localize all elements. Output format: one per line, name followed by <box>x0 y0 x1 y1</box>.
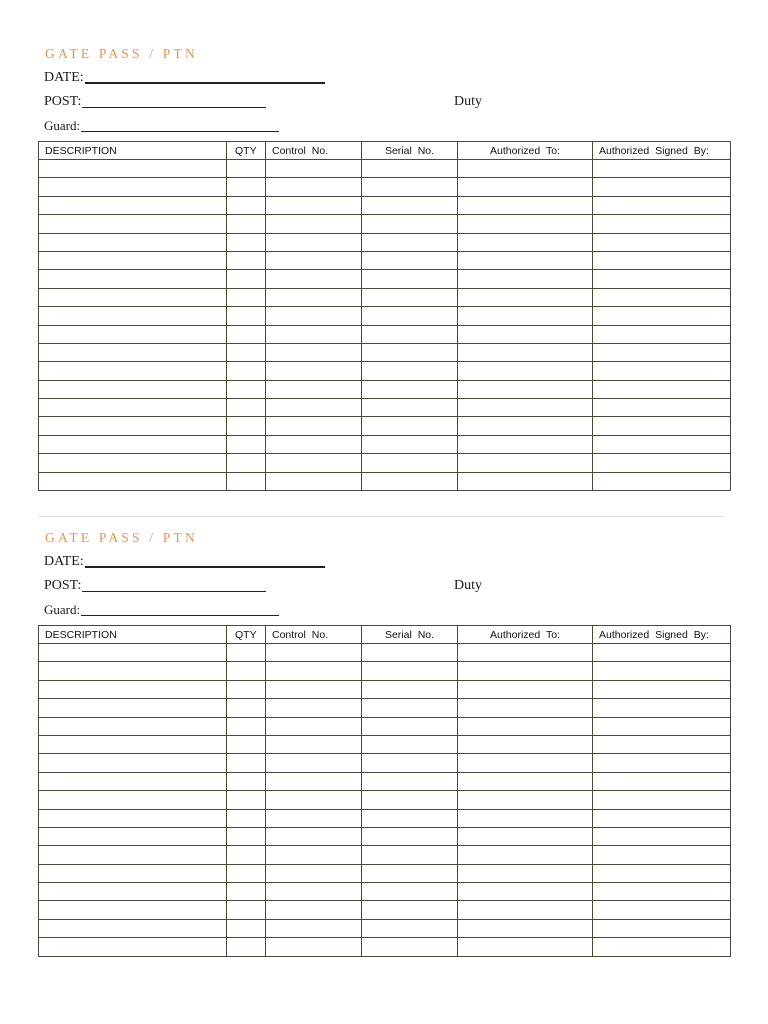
column-header-control-no: Control No. <box>266 142 362 160</box>
description-cell[interactable] <box>39 343 227 361</box>
qty-cell[interactable] <box>227 472 266 490</box>
authorized-to-cell[interactable] <box>458 919 593 937</box>
post-label: POST: <box>44 578 82 593</box>
column-header-control-no: Control No. <box>266 626 362 644</box>
control-no-cell[interactable] <box>266 717 362 735</box>
serial-no-cell[interactable] <box>362 307 458 325</box>
description-cell[interactable] <box>39 680 227 698</box>
serial-no-cell[interactable] <box>362 178 458 196</box>
control-no-cell[interactable] <box>266 901 362 919</box>
qty-cell[interactable] <box>227 772 266 790</box>
table-row <box>39 827 731 845</box>
description-cell[interactable] <box>39 919 227 937</box>
qty-cell[interactable] <box>227 864 266 882</box>
authorized-signed-by-cell[interactable] <box>593 883 731 901</box>
authorized-to-cell[interactable] <box>458 362 593 380</box>
table-row <box>39 699 731 717</box>
description-cell[interactable] <box>39 864 227 882</box>
description-cell[interactable] <box>39 754 227 772</box>
description-cell[interactable] <box>39 809 227 827</box>
control-no-cell[interactable] <box>266 938 362 956</box>
authorized-to-cell[interactable] <box>458 754 593 772</box>
authorized-signed-by-cell[interactable] <box>593 938 731 956</box>
column-header-qty: QTY <box>227 626 266 644</box>
qty-cell[interactable] <box>227 644 266 662</box>
description-cell[interactable] <box>39 362 227 380</box>
serial-no-cell[interactable] <box>362 717 458 735</box>
qty-cell[interactable] <box>227 901 266 919</box>
authorized-signed-by-cell[interactable] <box>593 699 731 717</box>
qty-cell[interactable] <box>227 417 266 435</box>
table-body <box>39 644 731 957</box>
authorized-signed-by-cell[interactable] <box>593 160 731 178</box>
control-no-cell[interactable] <box>266 846 362 864</box>
table-row <box>39 362 731 380</box>
duty-label: Duty <box>454 94 482 109</box>
post-label: POST: <box>44 94 82 109</box>
guard-input-line[interactable] <box>81 131 279 132</box>
authorized-to-cell[interactable] <box>458 680 593 698</box>
description-cell[interactable] <box>39 251 227 269</box>
authorized-signed-by-cell[interactable] <box>593 864 731 882</box>
serial-no-cell[interactable] <box>362 699 458 717</box>
control-no-cell[interactable] <box>266 325 362 343</box>
control-no-cell[interactable] <box>266 399 362 417</box>
table-row <box>39 454 731 472</box>
column-header-authorized-signed-by: Authorized Signed By: <box>593 626 731 644</box>
serial-no-cell[interactable] <box>362 472 458 490</box>
serial-no-cell[interactable] <box>362 864 458 882</box>
items-table <box>38 141 731 491</box>
control-no-cell[interactable] <box>266 251 362 269</box>
authorized-to-cell[interactable] <box>458 178 593 196</box>
table-row <box>39 717 731 735</box>
serial-no-cell[interactable] <box>362 435 458 453</box>
duty-label: Duty <box>454 578 482 593</box>
qty-cell[interactable] <box>227 699 266 717</box>
column-header-serial-no: Serial No. <box>362 626 458 644</box>
authorized-to-cell[interactable] <box>458 160 593 178</box>
description-cell[interactable] <box>39 160 227 178</box>
serial-no-cell[interactable] <box>362 883 458 901</box>
description-cell[interactable] <box>39 827 227 845</box>
serial-no-cell[interactable] <box>362 901 458 919</box>
table-row <box>39 343 731 361</box>
qty-cell[interactable] <box>227 233 266 251</box>
serial-no-cell[interactable] <box>362 343 458 361</box>
qty-cell[interactable] <box>227 288 266 306</box>
authorized-to-cell[interactable] <box>458 270 593 288</box>
description-cell[interactable] <box>39 178 227 196</box>
control-no-cell[interactable] <box>266 454 362 472</box>
description-cell[interactable] <box>39 791 227 809</box>
qty-cell[interactable] <box>227 380 266 398</box>
qty-cell[interactable] <box>227 791 266 809</box>
description-cell[interactable] <box>39 846 227 864</box>
description-cell[interactable] <box>39 938 227 956</box>
description-cell[interactable] <box>39 454 227 472</box>
authorized-signed-by-cell[interactable] <box>593 417 731 435</box>
description-cell[interactable] <box>39 717 227 735</box>
authorized-to-cell[interactable] <box>458 233 593 251</box>
authorized-signed-by-cell[interactable] <box>593 343 731 361</box>
control-no-cell[interactable] <box>266 307 362 325</box>
authorized-to-cell[interactable] <box>458 417 593 435</box>
description-cell[interactable] <box>39 472 227 490</box>
description-cell[interactable] <box>39 662 227 680</box>
gate-pass-form-2 <box>38 528 730 957</box>
control-no-cell[interactable] <box>266 233 362 251</box>
qty-cell[interactable] <box>227 343 266 361</box>
authorized-signed-by-cell[interactable] <box>593 288 731 306</box>
description-cell[interactable] <box>39 380 227 398</box>
date-input-line[interactable] <box>85 566 325 568</box>
control-no-cell[interactable] <box>266 270 362 288</box>
control-no-cell[interactable] <box>266 680 362 698</box>
authorized-signed-by-cell[interactable] <box>593 380 731 398</box>
authorized-to-cell[interactable] <box>458 399 593 417</box>
authorized-signed-by-cell[interactable] <box>593 362 731 380</box>
column-header-authorized-signed-by: Authorized Signed By: <box>593 142 731 160</box>
date-label: DATE: <box>44 70 84 85</box>
description-cell[interactable] <box>39 215 227 233</box>
authorized-to-cell[interactable] <box>458 699 593 717</box>
description-cell[interactable] <box>39 772 227 790</box>
qty-cell[interactable] <box>227 362 266 380</box>
authorized-to-cell[interactable] <box>458 435 593 453</box>
description-cell[interactable] <box>39 435 227 453</box>
column-header-serial-no: Serial No. <box>362 142 458 160</box>
serial-no-cell[interactable] <box>362 215 458 233</box>
table-row <box>39 215 731 233</box>
authorized-signed-by-cell[interactable] <box>593 791 731 809</box>
qty-cell[interactable] <box>227 809 266 827</box>
authorized-to-cell[interactable] <box>458 883 593 901</box>
control-no-cell[interactable] <box>266 644 362 662</box>
control-no-cell[interactable] <box>266 662 362 680</box>
serial-no-cell[interactable] <box>362 644 458 662</box>
authorized-to-cell[interactable] <box>458 735 593 753</box>
serial-no-cell[interactable] <box>362 233 458 251</box>
table-row <box>39 270 731 288</box>
authorized-signed-by-cell[interactable] <box>593 680 731 698</box>
control-no-cell[interactable] <box>266 735 362 753</box>
serial-no-cell[interactable] <box>362 827 458 845</box>
description-cell[interactable] <box>39 699 227 717</box>
serial-no-cell[interactable] <box>362 846 458 864</box>
table-row <box>39 196 731 214</box>
column-header-authorized-to: Authorized To: <box>458 142 593 160</box>
authorized-to-cell[interactable] <box>458 846 593 864</box>
qty-cell[interactable] <box>227 883 266 901</box>
control-no-cell[interactable] <box>266 472 362 490</box>
authorized-to-cell[interactable] <box>458 343 593 361</box>
control-no-cell[interactable] <box>266 160 362 178</box>
authorized-to-cell[interactable] <box>458 717 593 735</box>
description-cell[interactable] <box>39 883 227 901</box>
guard-label: Guard: <box>44 118 81 133</box>
authorized-to-cell[interactable] <box>458 288 593 306</box>
qty-cell[interactable] <box>227 270 266 288</box>
table-row <box>39 288 731 306</box>
table-row <box>39 472 731 490</box>
control-no-cell[interactable] <box>266 809 362 827</box>
guard-field <box>44 598 730 622</box>
items-table <box>38 625 731 957</box>
qty-cell[interactable] <box>227 307 266 325</box>
qty-cell[interactable] <box>227 754 266 772</box>
table-row <box>39 791 731 809</box>
description-cell[interactable] <box>39 735 227 753</box>
qty-cell[interactable] <box>227 827 266 845</box>
serial-no-cell[interactable] <box>362 454 458 472</box>
authorized-to-cell[interactable] <box>458 901 593 919</box>
authorized-to-cell[interactable] <box>458 215 593 233</box>
table-row <box>39 644 731 662</box>
table-row <box>39 919 731 937</box>
authorized-signed-by-cell[interactable] <box>593 472 731 490</box>
control-no-cell[interactable] <box>266 754 362 772</box>
control-no-cell[interactable] <box>266 827 362 845</box>
authorized-signed-by-cell[interactable] <box>593 178 731 196</box>
qty-cell[interactable] <box>227 846 266 864</box>
date-field <box>44 550 730 574</box>
serial-no-cell[interactable] <box>362 380 458 398</box>
serial-no-cell[interactable] <box>362 270 458 288</box>
authorized-signed-by-cell[interactable] <box>593 809 731 827</box>
authorized-to-cell[interactable] <box>458 325 593 343</box>
serial-no-cell[interactable] <box>362 325 458 343</box>
serial-no-cell[interactable] <box>362 735 458 753</box>
authorized-to-cell[interactable] <box>458 251 593 269</box>
table-row <box>39 399 731 417</box>
form-title: GATE PASS / PTN <box>45 530 198 545</box>
authorized-to-cell[interactable] <box>458 644 593 662</box>
qty-cell[interactable] <box>227 178 266 196</box>
authorized-signed-by-cell[interactable] <box>593 662 731 680</box>
serial-no-cell[interactable] <box>362 417 458 435</box>
control-no-cell[interactable] <box>266 380 362 398</box>
control-no-cell[interactable] <box>266 699 362 717</box>
table-row <box>39 680 731 698</box>
authorized-to-cell[interactable] <box>458 380 593 398</box>
authorized-to-cell[interactable] <box>458 662 593 680</box>
guard-field <box>44 114 730 138</box>
table-row <box>39 325 731 343</box>
authorized-signed-by-cell[interactable] <box>593 901 731 919</box>
table-body <box>39 160 731 491</box>
description-cell[interactable] <box>39 307 227 325</box>
control-no-cell[interactable] <box>266 343 362 361</box>
authorized-signed-by-cell[interactable] <box>593 454 731 472</box>
authorized-signed-by-cell[interactable] <box>593 754 731 772</box>
column-header-authorized-to: Authorized To: <box>458 626 593 644</box>
table-row <box>39 864 731 882</box>
authorized-signed-by-cell[interactable] <box>593 270 731 288</box>
table-row <box>39 846 731 864</box>
qty-cell[interactable] <box>227 435 266 453</box>
guard-label: Guard: <box>44 602 81 617</box>
authorized-signed-by-cell[interactable] <box>593 215 731 233</box>
control-no-cell[interactable] <box>266 417 362 435</box>
qty-cell[interactable] <box>227 717 266 735</box>
column-header-description: DESCRIPTION <box>39 142 227 160</box>
authorized-signed-by-cell[interactable] <box>593 846 731 864</box>
description-cell[interactable] <box>39 901 227 919</box>
post-field <box>44 574 730 598</box>
description-cell[interactable] <box>39 325 227 343</box>
qty-cell[interactable] <box>227 160 266 178</box>
serial-no-cell[interactable] <box>362 791 458 809</box>
control-no-cell[interactable] <box>266 288 362 306</box>
qty-cell[interactable] <box>227 735 266 753</box>
description-cell[interactable] <box>39 399 227 417</box>
authorized-signed-by-cell[interactable] <box>593 735 731 753</box>
qty-cell[interactable] <box>227 325 266 343</box>
post-field <box>44 90 730 114</box>
table-row <box>39 435 731 453</box>
table-row <box>39 417 731 435</box>
authorized-signed-by-cell[interactable] <box>593 399 731 417</box>
authorized-signed-by-cell[interactable] <box>593 196 731 214</box>
serial-no-cell[interactable] <box>362 362 458 380</box>
column-header-qty: QTY <box>227 142 266 160</box>
table-header-row <box>39 626 731 644</box>
serial-no-cell[interactable] <box>362 919 458 937</box>
authorized-to-cell[interactable] <box>458 938 593 956</box>
table-row <box>39 883 731 901</box>
description-cell[interactable] <box>39 417 227 435</box>
qty-cell[interactable] <box>227 196 266 214</box>
post-input-line[interactable] <box>82 107 266 108</box>
authorized-to-cell[interactable] <box>458 791 593 809</box>
serial-no-cell[interactable] <box>362 680 458 698</box>
qty-cell[interactable] <box>227 938 266 956</box>
column-header-description: DESCRIPTION <box>39 626 227 644</box>
qty-cell[interactable] <box>227 251 266 269</box>
table-row <box>39 809 731 827</box>
table-row <box>39 754 731 772</box>
date-input-line[interactable] <box>85 82 325 84</box>
date-field <box>44 66 730 90</box>
authorized-signed-by-cell[interactable] <box>593 717 731 735</box>
serial-no-cell[interactable] <box>362 251 458 269</box>
control-no-cell[interactable] <box>266 196 362 214</box>
qty-cell[interactable] <box>227 919 266 937</box>
control-no-cell[interactable] <box>266 772 362 790</box>
serial-no-cell[interactable] <box>362 809 458 827</box>
authorized-signed-by-cell[interactable] <box>593 251 731 269</box>
authorized-to-cell[interactable] <box>458 307 593 325</box>
control-no-cell[interactable] <box>266 864 362 882</box>
table-row <box>39 178 731 196</box>
serial-no-cell[interactable] <box>362 772 458 790</box>
authorized-signed-by-cell[interactable] <box>593 827 731 845</box>
control-no-cell[interactable] <box>266 362 362 380</box>
table-row <box>39 735 731 753</box>
control-no-cell[interactable] <box>266 178 362 196</box>
description-cell[interactable] <box>39 196 227 214</box>
authorized-signed-by-cell[interactable] <box>593 435 731 453</box>
authorized-to-cell[interactable] <box>458 472 593 490</box>
table-header-row <box>39 142 731 160</box>
serial-no-cell[interactable] <box>362 938 458 956</box>
description-cell[interactable] <box>39 288 227 306</box>
table-row <box>39 307 731 325</box>
control-no-cell[interactable] <box>266 791 362 809</box>
qty-cell[interactable] <box>227 215 266 233</box>
description-cell[interactable] <box>39 233 227 251</box>
guard-input-line[interactable] <box>81 615 279 616</box>
description-cell[interactable] <box>39 644 227 662</box>
authorized-to-cell[interactable] <box>458 454 593 472</box>
date-label: DATE: <box>44 554 84 569</box>
table-row <box>39 938 731 956</box>
authorized-to-cell[interactable] <box>458 809 593 827</box>
control-no-cell[interactable] <box>266 919 362 937</box>
gate-pass-form-1 <box>38 44 730 491</box>
form-title: GATE PASS / PTN <box>45 46 198 61</box>
serial-no-cell[interactable] <box>362 196 458 214</box>
authorized-signed-by-cell[interactable] <box>593 919 731 937</box>
authorized-signed-by-cell[interactable] <box>593 644 731 662</box>
qty-cell[interactable] <box>227 662 266 680</box>
section-divider <box>38 516 724 517</box>
description-cell[interactable] <box>39 270 227 288</box>
serial-no-cell[interactable] <box>362 288 458 306</box>
qty-cell[interactable] <box>227 454 266 472</box>
serial-no-cell[interactable] <box>362 662 458 680</box>
qty-cell[interactable] <box>227 399 266 417</box>
authorized-to-cell[interactable] <box>458 772 593 790</box>
table-row <box>39 251 731 269</box>
authorized-signed-by-cell[interactable] <box>593 772 731 790</box>
table-row <box>39 380 731 398</box>
serial-no-cell[interactable] <box>362 399 458 417</box>
control-no-cell[interactable] <box>266 883 362 901</box>
table-row <box>39 772 731 790</box>
authorized-signed-by-cell[interactable] <box>593 307 731 325</box>
table-row <box>39 160 731 178</box>
qty-cell[interactable] <box>227 680 266 698</box>
table-row <box>39 233 731 251</box>
control-no-cell[interactable] <box>266 435 362 453</box>
serial-no-cell[interactable] <box>362 160 458 178</box>
control-no-cell[interactable] <box>266 215 362 233</box>
authorized-signed-by-cell[interactable] <box>593 233 731 251</box>
authorized-to-cell[interactable] <box>458 864 593 882</box>
table-row <box>39 662 731 680</box>
authorized-to-cell[interactable] <box>458 827 593 845</box>
post-input-line[interactable] <box>82 591 266 592</box>
authorized-signed-by-cell[interactable] <box>593 325 731 343</box>
serial-no-cell[interactable] <box>362 754 458 772</box>
authorized-to-cell[interactable] <box>458 196 593 214</box>
table-row <box>39 901 731 919</box>
